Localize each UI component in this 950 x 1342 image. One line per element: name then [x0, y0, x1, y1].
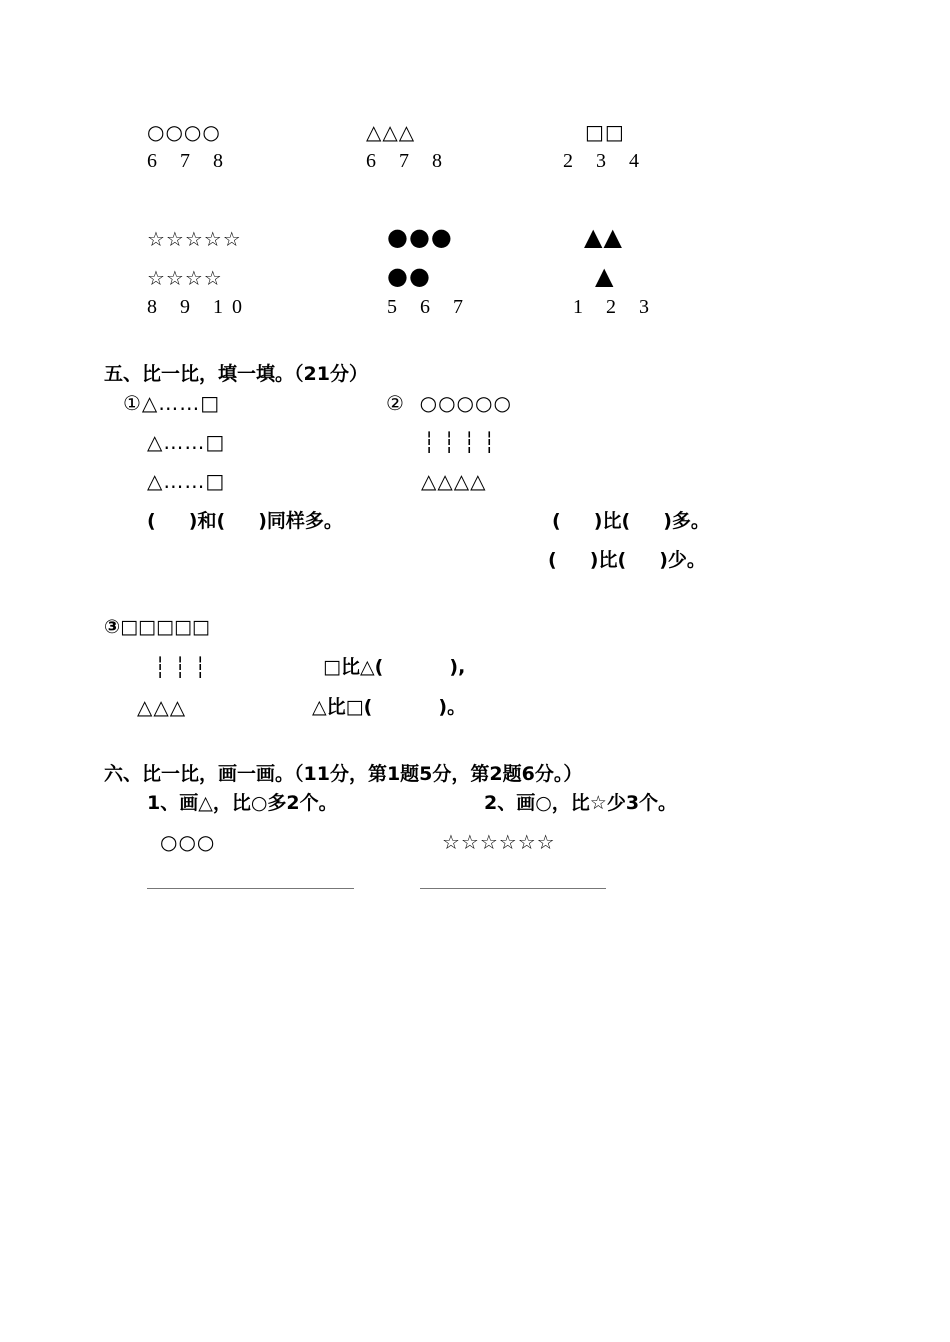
filled-circles-row-1: ●●●: [387, 223, 453, 251]
q2-stars: ☆☆☆☆☆☆: [442, 830, 556, 854]
filled-triangles-row-1: ▲▲: [584, 223, 623, 251]
number-choices: 6 7 8: [147, 150, 232, 172]
number-choices: 2 3 4: [563, 150, 648, 172]
number-choices: 6 7 8: [366, 150, 451, 172]
section-6-title: 六、比一比，画一画。（11分，第1题5分，第2题6分。）: [104, 763, 583, 785]
q1-row-2: △……□: [147, 430, 226, 454]
number-choices: 5 6 7: [387, 296, 472, 318]
q3-row-3: △△△: [137, 695, 187, 719]
q2-row-1: ② ○○○○○: [386, 391, 512, 415]
q1-row-1: ①△……□: [123, 391, 221, 415]
q1-answer: ( )和( )同样多。: [147, 510, 343, 532]
q2-answer-2: ( )比( )少。: [548, 549, 706, 571]
q2-answer-1: ( )比( )多。: [552, 510, 710, 532]
filled-circles-row-2: ●●: [387, 262, 431, 290]
q3-row-2: ┆┆┆: [154, 655, 215, 679]
stars-row-2: ☆☆☆☆: [147, 266, 223, 290]
q1-circles: ○○○: [160, 830, 216, 854]
q1-prompt: 1、画△，比○多2个。: [147, 792, 338, 814]
q2-prompt: 2、画○，比☆少3个。: [484, 792, 678, 814]
q1-row-3: △……□: [147, 469, 226, 493]
answer-line-1[interactable]: [147, 888, 354, 889]
q2-row-2: ┆┆┆┆: [423, 430, 504, 454]
circles-row: ○○○○: [147, 120, 221, 144]
q3-answer-1: □比△( ),: [323, 656, 466, 678]
number-choices: 1 2 3: [573, 296, 658, 318]
stars-row-1: ☆☆☆☆☆: [147, 227, 242, 251]
q3-answer-2: △比□( )。: [312, 696, 467, 718]
number-choices: 8 9 10: [147, 296, 251, 318]
squares-row: □□: [585, 120, 625, 144]
section-5-title: 五、比一比，填一填。（21分）: [104, 363, 368, 385]
q3-row-1: ③□□□□□: [104, 616, 210, 638]
q2-row-3: △△△△: [421, 469, 487, 493]
answer-line-2[interactable]: [420, 888, 606, 889]
triangles-row: △△△: [366, 120, 416, 144]
filled-triangles-row-2: ▲: [595, 262, 615, 290]
